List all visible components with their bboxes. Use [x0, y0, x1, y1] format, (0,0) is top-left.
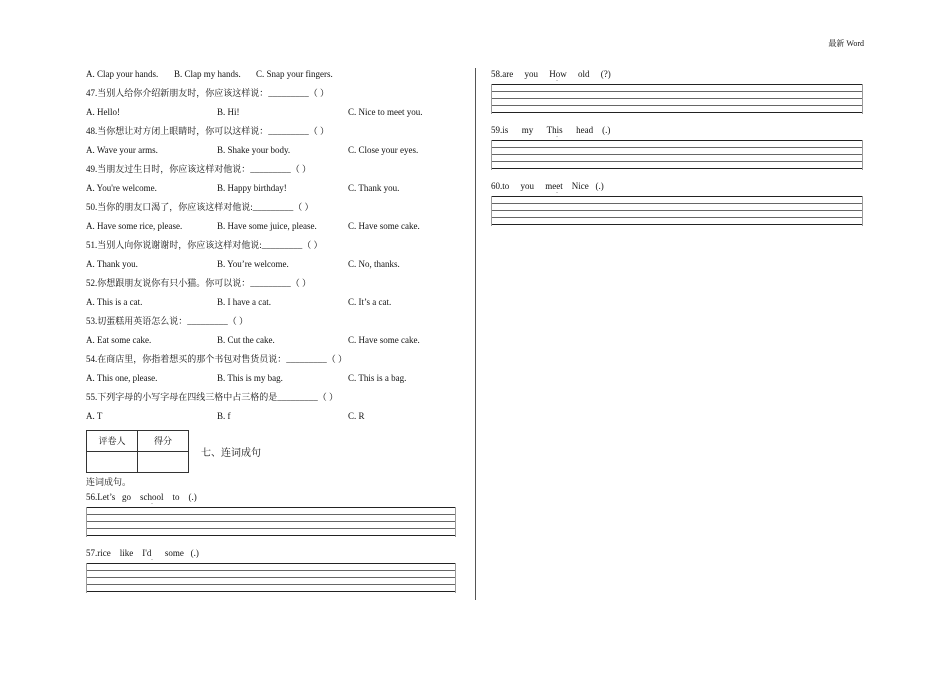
option-c: C. Thank you.: [348, 183, 400, 193]
question-text: 55.下列字母的小写字母在四线三格中占三格的是_________（ ）: [86, 392, 339, 402]
question-47: [86, 87, 456, 125]
writing-lines[interactable]: [86, 501, 456, 537]
question-48: [86, 125, 456, 163]
score-section: [86, 429, 456, 473]
writing-lines[interactable]: [491, 190, 863, 226]
sentence-59: [491, 124, 863, 170]
option-c: C. This is a bag.: [348, 373, 407, 383]
question-text: 50.当你的朋友口渴了，你应该这样对他说:_________（ ）: [86, 202, 314, 212]
option-a: A. Wave your arms.: [86, 145, 158, 155]
option-b: B. Clap my hands.: [174, 69, 241, 79]
option-b: B. Have some juice, please.: [217, 221, 317, 231]
option-b: B. Cut the cake.: [217, 335, 275, 345]
option-a: A. You're welcome.: [86, 183, 157, 193]
option-c: C. Have some cake.: [348, 335, 420, 345]
option-b: B. This is my bag.: [217, 373, 283, 383]
question-text: 51.当别人向你说谢谢时，你应该这样对他说:_________（ ）: [86, 240, 323, 250]
option-a: A. T: [86, 411, 103, 421]
grader-cell[interactable]: [87, 451, 138, 472]
score-header: 得分: [138, 430, 189, 451]
question-text: 48.当你想让对方闭上眼睛时，你可以这样说：_________（ ）: [86, 126, 330, 136]
option-a: A. Thank you.: [86, 259, 138, 269]
option-a: A. Have some rice, please.: [86, 221, 183, 231]
sentence-text: 60.to you meet Nice (.): [491, 181, 604, 191]
score-cell[interactable]: [138, 451, 189, 472]
question-51: [86, 239, 456, 277]
option-c: C. Snap your fingers.: [256, 69, 333, 79]
question-text: 49.当朋友过生日时，你应该这样对他说：_________（ ）: [86, 164, 312, 174]
sentence-text: 58.are you How old (?): [491, 69, 611, 79]
option-a: A. Hello!: [86, 107, 120, 117]
dot-mark: -: [556, 190, 558, 196]
question-text: 47.当别人给你介绍新朋友时，你应该这样说：_________（ ）: [86, 88, 330, 98]
option-a: A. Clap your hands.: [86, 69, 159, 79]
option-b: B. f: [217, 411, 231, 421]
score-table: [86, 430, 189, 473]
question-52: [86, 277, 456, 315]
page-header: 最新 Word: [828, 39, 864, 48]
question-55: [86, 391, 456, 429]
option-b: B. Shake your body.: [217, 145, 291, 155]
left-column: [86, 68, 456, 603]
option-b: B. Happy birthday!: [217, 183, 287, 193]
writing-lines[interactable]: [86, 557, 456, 593]
dot-mark: -: [556, 78, 558, 84]
grader-header: 评卷人: [87, 430, 138, 451]
question-53: [86, 315, 456, 353]
option-b: B. You’re welcome.: [217, 259, 289, 269]
option-c: C. R: [348, 411, 365, 421]
intro-options: [86, 68, 456, 87]
option-c: C. Nice to meet you.: [348, 107, 423, 117]
option-b: B. I have a cat.: [217, 297, 271, 307]
question-text: 54.在商店里，你指着想买的那个书包对售货员说：_________（ ）: [86, 354, 348, 364]
question-50: [86, 201, 456, 239]
writing-lines[interactable]: [491, 134, 863, 170]
sentence-56: [86, 491, 456, 537]
question-text: 53.切蛋糕用英语怎么说：_________（ ）: [86, 316, 249, 326]
task-instruction: 连词成句。: [86, 477, 132, 487]
sentence-60: [491, 180, 863, 226]
option-a: A. This one, please.: [86, 373, 158, 383]
sentence-57: [86, 547, 456, 593]
option-b: B. Hi!: [217, 107, 240, 117]
sentence-text: 59.is my This head (.): [491, 125, 611, 135]
sentence-58: [491, 68, 863, 114]
option-c: C. It’s a cat.: [348, 297, 392, 307]
question-54: [86, 353, 456, 391]
sentence-text: 56.Let’s go school to (.): [86, 492, 197, 502]
column-divider: [475, 68, 476, 600]
dot-mark: -: [556, 134, 558, 140]
option-c: C. Have some cake.: [348, 221, 420, 231]
dot-mark: -: [151, 501, 153, 507]
question-49: [86, 163, 456, 201]
option-c: C. No, thanks.: [348, 259, 400, 269]
right-column: [491, 68, 863, 236]
sentence-text: 57.rice like I'd some (.): [86, 548, 199, 558]
option-c: C. Close your eyes.: [348, 145, 419, 155]
option-a: A. This is a cat.: [86, 297, 143, 307]
question-text: 52.你想跟朋友说你有只小猫。你可以说：_________（ ）: [86, 278, 312, 288]
option-a: A. Eat some cake.: [86, 335, 152, 345]
section-title: 七、连词成句: [201, 447, 261, 459]
dot-mark: -: [151, 557, 153, 563]
writing-lines[interactable]: [491, 78, 863, 114]
